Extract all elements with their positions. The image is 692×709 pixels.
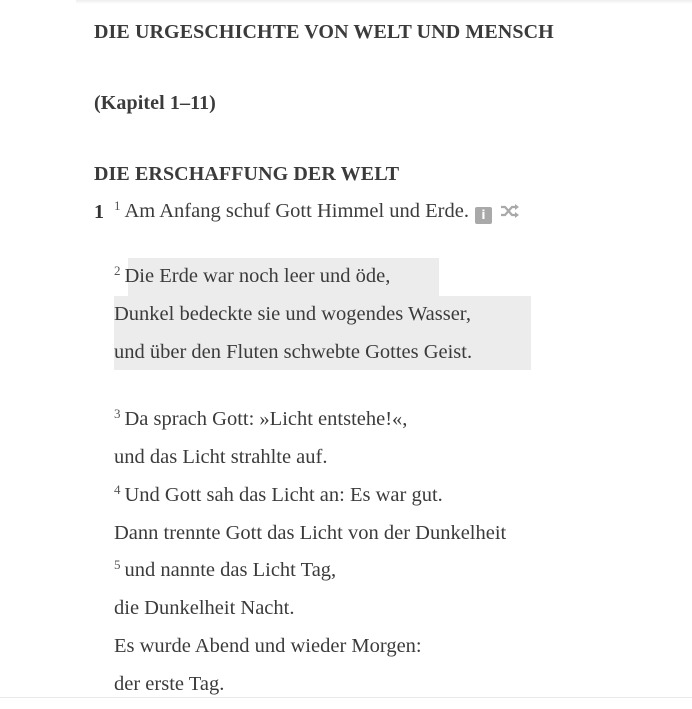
verse-5-line-3: Es wurde Abend und wieder Morgen: bbox=[114, 635, 422, 657]
verse-number: 1 bbox=[114, 198, 121, 213]
verse-5-line-2: die Dunkelheit Nacht. bbox=[114, 597, 295, 619]
chapter-range-heading: (Kapitel 1–11) bbox=[94, 92, 216, 114]
bottom-divider bbox=[0, 697, 692, 698]
info-icon[interactable]: i bbox=[475, 207, 492, 224]
verse-text: Und Gott sah das Licht an: Es war gut. bbox=[124, 484, 443, 506]
verse-text: und nannte das Licht Tag, bbox=[124, 559, 337, 581]
verse-5-line-1 bbox=[114, 559, 336, 582]
verse-1 bbox=[114, 200, 520, 223]
verse-2-line-3[interactable]: und über den Fluten schwebte Gottes Geist. bbox=[114, 341, 473, 363]
verse-5-line-4: der erste Tag. bbox=[114, 673, 225, 695]
pericope-heading: DIE ERSCHAFFUNG DER WELT bbox=[94, 163, 400, 185]
verse-number: 4 bbox=[114, 482, 121, 497]
verse-3-line-2: und das Licht strahlte auf. bbox=[114, 446, 328, 468]
verse-number: 3 bbox=[114, 406, 121, 421]
verse-3-line-1 bbox=[114, 408, 407, 431]
section-heading: DIE URGESCHICHTE VON WELT UND MENSCH bbox=[94, 21, 554, 43]
top-shadow bbox=[76, 0, 692, 4]
verse-2-line-2[interactable]: Dunkel bedeckte sie und wogendes Wasser, bbox=[114, 303, 471, 325]
verse-text: Die Erde war noch leer und öde, bbox=[124, 265, 391, 287]
verse-2-line-1[interactable] bbox=[114, 265, 390, 288]
verse-number: 2 bbox=[114, 263, 121, 278]
verse-text: Da sprach Gott: »Licht entstehe!«, bbox=[124, 408, 408, 430]
verse-number: 5 bbox=[114, 557, 121, 572]
shuffle-icon[interactable] bbox=[500, 202, 520, 218]
verse-text: Am Anfang schuf Gott Himmel und Erde. bbox=[124, 200, 469, 222]
chapter-number: 1 bbox=[94, 201, 104, 223]
verse-4-line-2: Dann trennte Gott das Licht von der Dunkelheit bbox=[114, 522, 507, 544]
verse-4-line-1 bbox=[114, 484, 443, 507]
